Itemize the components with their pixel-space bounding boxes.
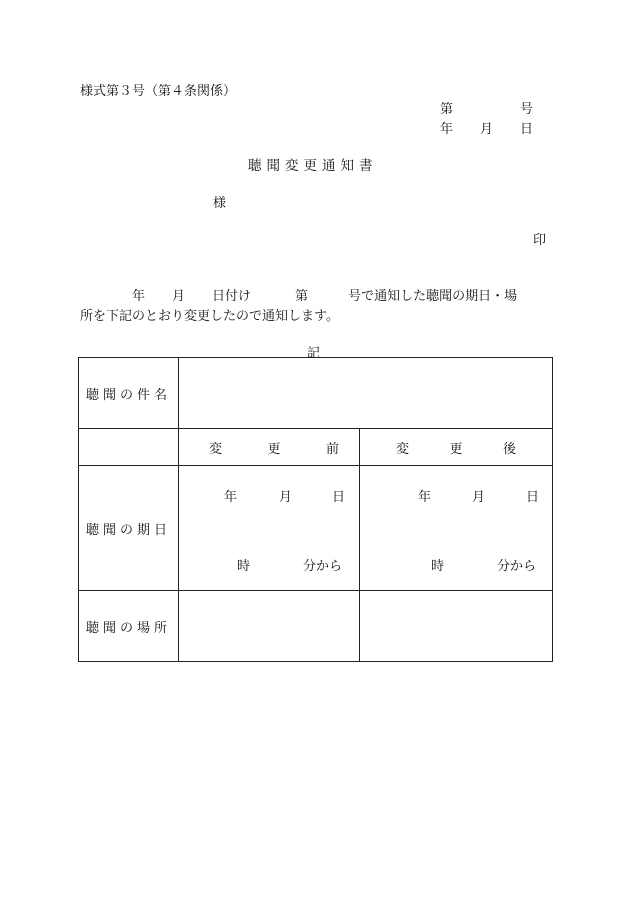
body-text-2: 所を下記のとおり変更したので通知します。 <box>80 309 339 324</box>
body-number-prefix: 第 <box>295 289 309 304</box>
issue-date-month: 月 <box>480 122 494 137</box>
header-after-char-1: 変 <box>396 441 410 457</box>
header-after-char-3: 後 <box>502 441 516 457</box>
row-header-subject: 聴聞の件名 <box>79 358 179 429</box>
seal-mark: 印 <box>533 233 547 248</box>
header-before-char-1: 変 <box>209 441 223 457</box>
table-row-headers <box>79 429 553 466</box>
after-hour: 時 <box>431 559 445 574</box>
after-day: 日 <box>526 490 540 505</box>
after-month: 月 <box>472 490 486 505</box>
ki-heading: 記 <box>307 346 321 361</box>
header-after-cell <box>360 429 553 466</box>
before-day: 日 <box>332 490 346 505</box>
header-before-char-2: 更 <box>267 441 281 457</box>
before-year: 年 <box>224 490 238 505</box>
row-header-place: 聴聞の場所 <box>79 591 179 662</box>
row-header-date: 聴聞の期日 <box>79 466 179 591</box>
before-minute-from: 分から <box>303 559 343 574</box>
body-year: 年 <box>132 289 146 304</box>
before-month: 月 <box>279 490 293 505</box>
place-after-cell <box>360 591 553 662</box>
table-row-place <box>79 591 553 662</box>
document-number-suffix: 号 <box>520 102 534 117</box>
body-line-1 <box>80 285 517 304</box>
body-text-1: 号で通知した聴聞の期日・場 <box>348 289 518 304</box>
date-after-cell <box>360 466 553 591</box>
body-month: 月 <box>172 289 186 304</box>
document-number-prefix: 第 <box>440 102 454 117</box>
change-details-table <box>78 357 553 662</box>
addressee-honorific: 様 <box>213 196 227 211</box>
document-title: 聴聞変更通知書 <box>248 158 378 174</box>
body-day-dated: 日付け <box>212 289 252 304</box>
header-before-cell <box>179 429 360 466</box>
header-blank-cell <box>79 429 179 466</box>
header-before-char-3: 前 <box>325 441 339 457</box>
header-after-char-2: 更 <box>449 441 463 457</box>
before-hour: 時 <box>237 559 251 574</box>
table-row-subject <box>79 358 553 429</box>
place-before-cell <box>179 591 360 662</box>
subject-value-cell <box>179 358 553 429</box>
after-year: 年 <box>418 490 432 505</box>
issue-date-day: 日 <box>520 122 534 137</box>
table-row-date <box>79 466 553 591</box>
date-before-cell <box>179 466 360 591</box>
after-minute-from: 分から <box>497 559 537 574</box>
issue-date-year: 年 <box>440 122 454 137</box>
form-number-label: 様式第３号（第４条関係） <box>80 84 237 99</box>
